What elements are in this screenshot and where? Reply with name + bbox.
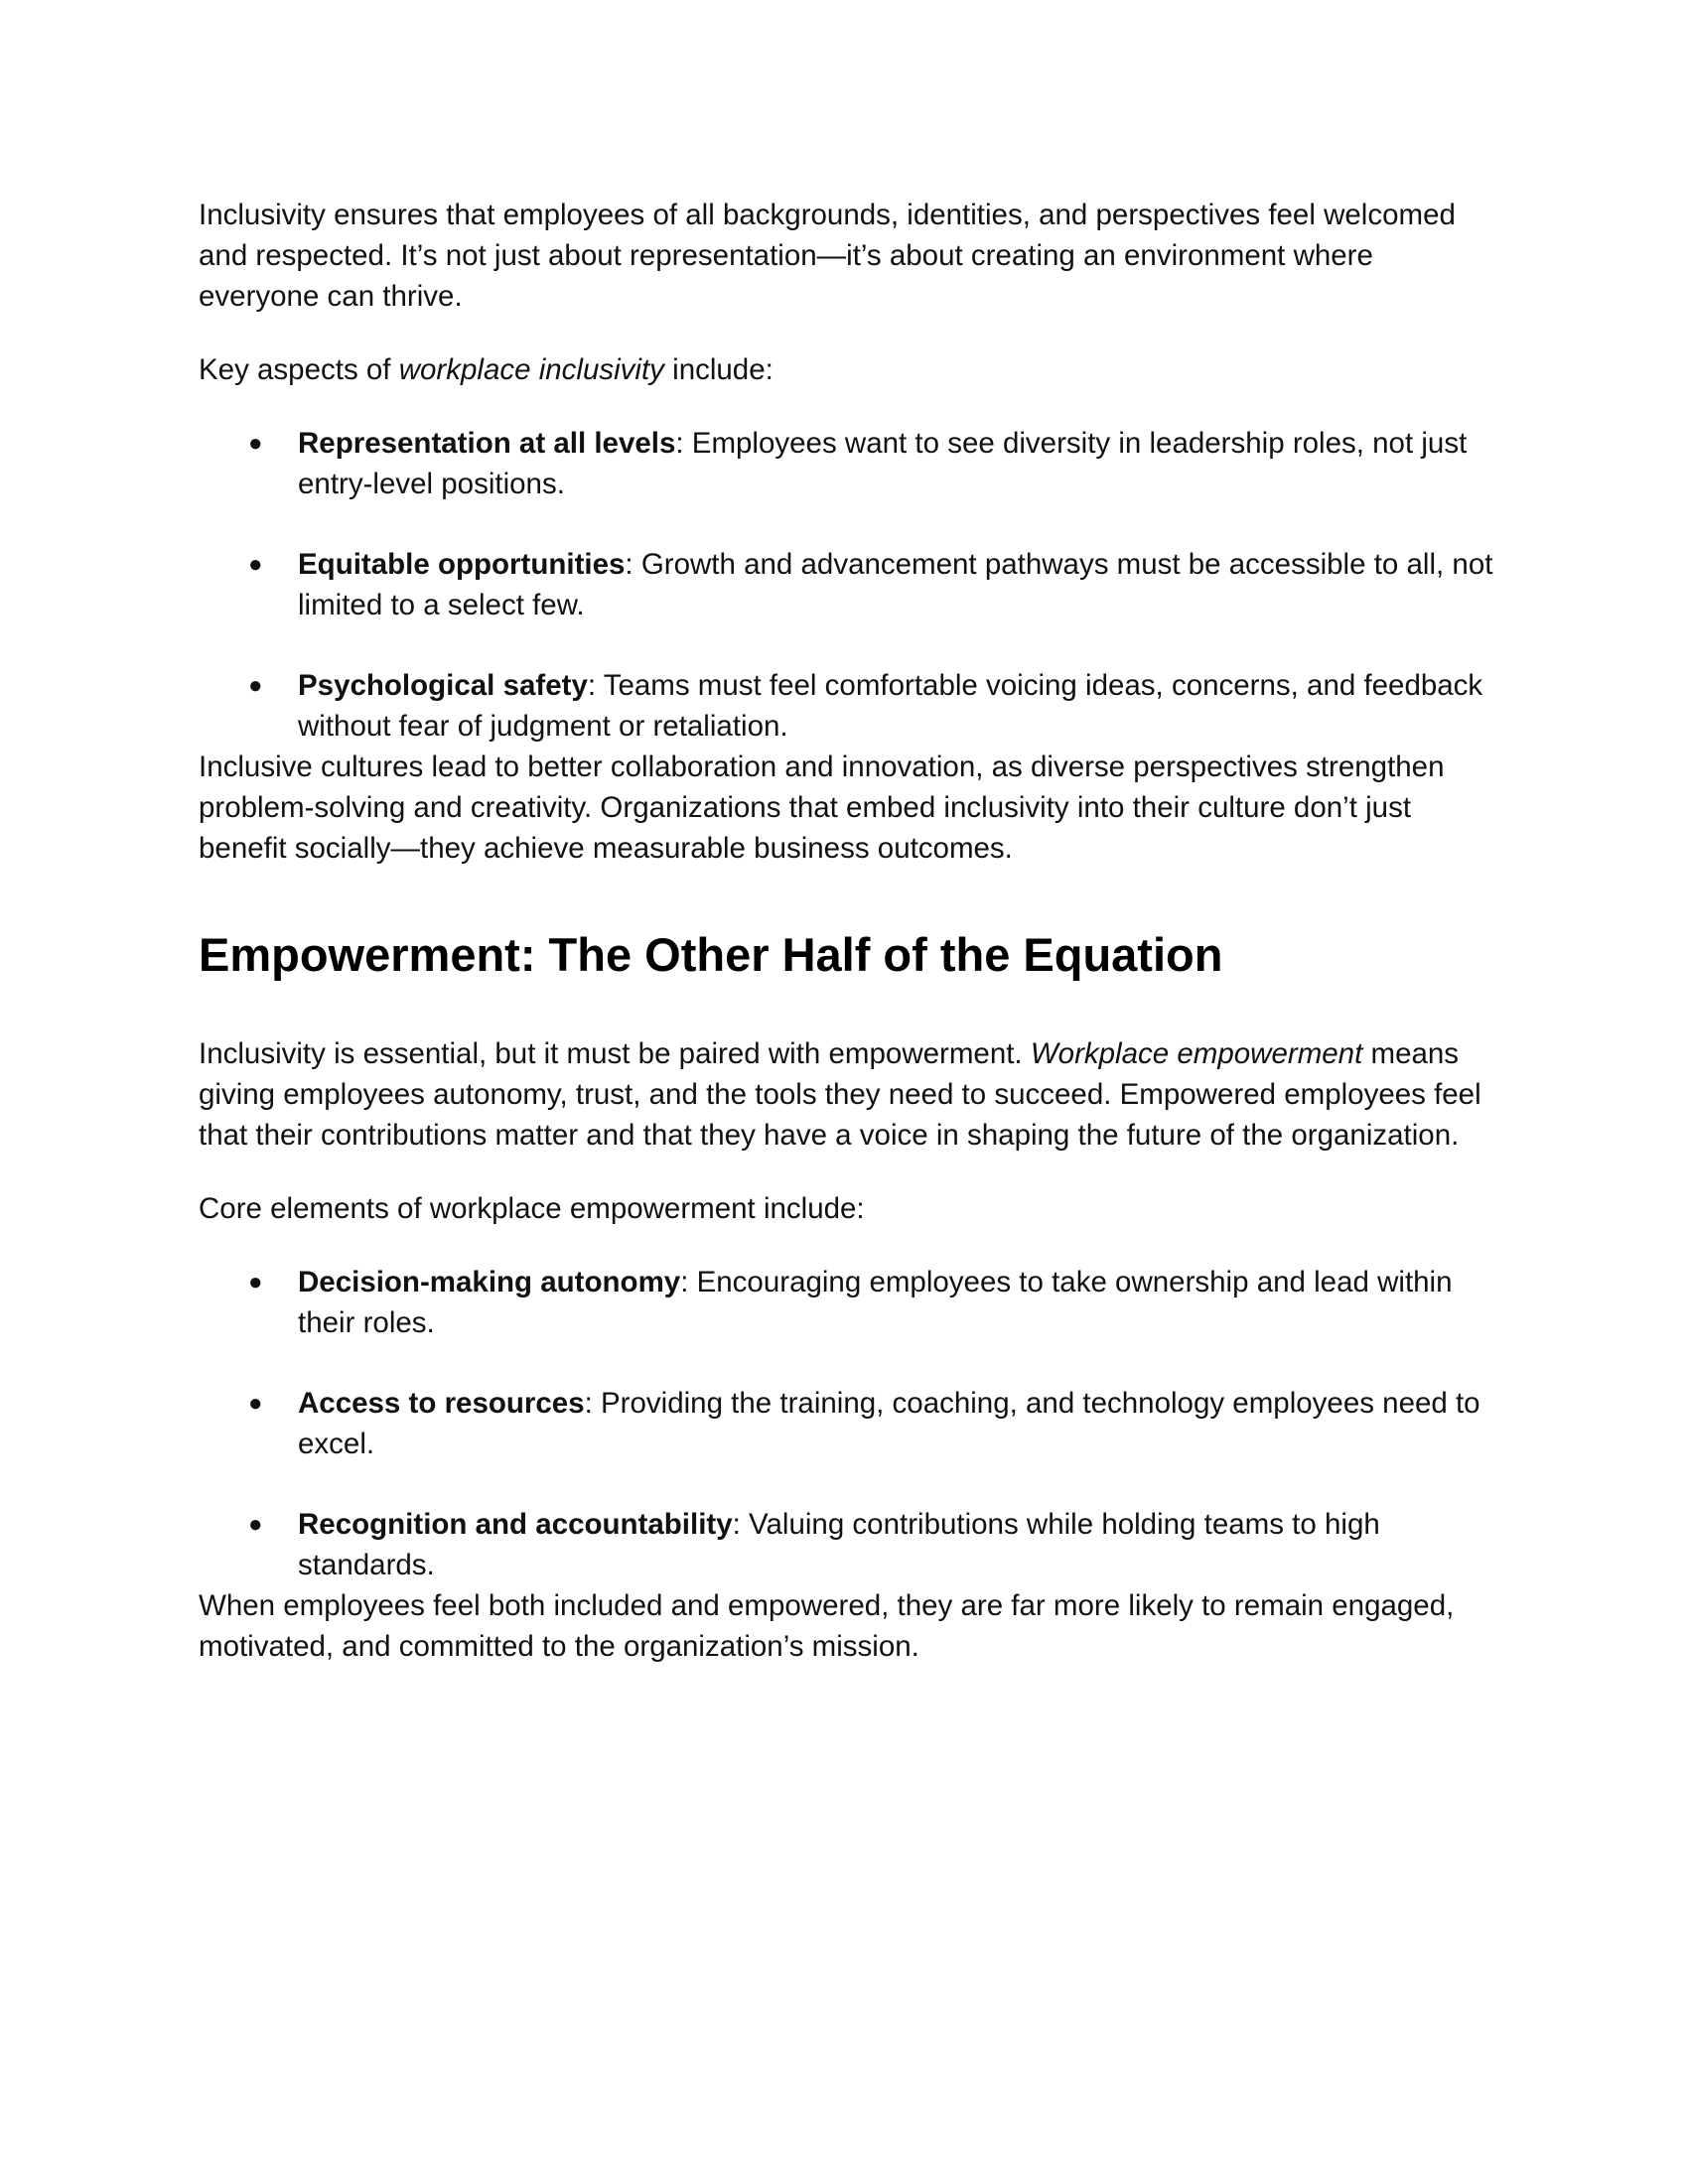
list-item [199, 1262, 1499, 1343]
bullet-icon: ● [248, 1269, 263, 1296]
lead-text: Key aspects of [199, 353, 399, 386]
list-item-term: Psychological safety [298, 669, 588, 702]
intro-emphasis: Workplace empowerment [1030, 1037, 1363, 1070]
list-item [199, 1504, 1499, 1585]
empowerment-elements-list [199, 1262, 1499, 1585]
list-item-text: : Teams must feel comfortable voicing ideas, concerns, and feedback without fear of judgment or retaliation. [298, 669, 1483, 743]
list-item-text: : Growth and advancement pathways must be accessible to all, not limited to a select few. [298, 548, 1493, 621]
list-item-text: : Valuing contributions while holding teams to high standards. [298, 1508, 1380, 1581]
list-item-text: : Encouraging employees to take ownership and lead within their roles. [298, 1266, 1453, 1339]
lead-text-end: include: [663, 353, 774, 386]
lead-emphasis: workplace inclusivity [398, 353, 664, 386]
inclusivity-aspects-list [199, 423, 1499, 747]
list-item-term: Decision-making autonomy [298, 1266, 681, 1298]
bullet-icon: ● [248, 672, 263, 699]
document-page [199, 195, 1499, 1667]
list-item [199, 423, 1499, 504]
intro-text-end: means giving employees autonomy, trust, and the tools they need to succeed. Empowered employees feel that their contributions matter and that they have a voice in shaping the future of the organization. [199, 1037, 1481, 1152]
list-item [199, 665, 1499, 747]
bullet-icon: ● [248, 1390, 263, 1417]
bullet-icon: ● [248, 430, 263, 457]
list-item-term: Recognition and accountability [298, 1508, 733, 1541]
list-item [199, 544, 1499, 625]
empowerment-heading: Empowerment: The Other Half of the Equation [199, 928, 1223, 981]
intro-text: Inclusivity is essential, but it must be paired with empowerment. [199, 1037, 1031, 1070]
bullet-icon: ● [248, 1511, 263, 1538]
list-item-text: : Providing the training, coaching, and technology employees need to excel. [298, 1387, 1480, 1460]
list-item-term: Equitable opportunities [298, 548, 626, 581]
inclusivity-intro-paragraph: Inclusivity ensures that employees of all backgrounds, identities, and perspectives feel welcomed and respected. It’s not just about representation—it’s about creating an environment where everyone can thrive. [199, 199, 1456, 313]
list-item [199, 1383, 1499, 1464]
list-item-term: Representation at all levels [298, 427, 676, 460]
empowerment-closing-paragraph: When employees feel both included and empowered, they are far more likely to remain engaged, motivated, and committed to the organization’s mission. [199, 1589, 1455, 1663]
inclusivity-lead-paragraph [199, 349, 1499, 390]
empowerment-lead-paragraph: Core elements of workplace empowerment include: [199, 1192, 865, 1225]
list-item-term: Access to resources [298, 1387, 585, 1420]
list-item-text: : Employees want to see diversity in leadership roles, not just entry-level positions. [298, 427, 1468, 500]
bullet-icon: ● [248, 551, 263, 578]
inclusivity-closing-paragraph: Inclusive cultures lead to better collaboration and innovation, as diverse perspectives strengthen problem-solving and creativity. Organizations that embed inclusivity into their culture don’t just benefit socially—they achieve measurable business outcomes. [199, 751, 1445, 865]
empowerment-intro-paragraph [199, 1033, 1499, 1156]
